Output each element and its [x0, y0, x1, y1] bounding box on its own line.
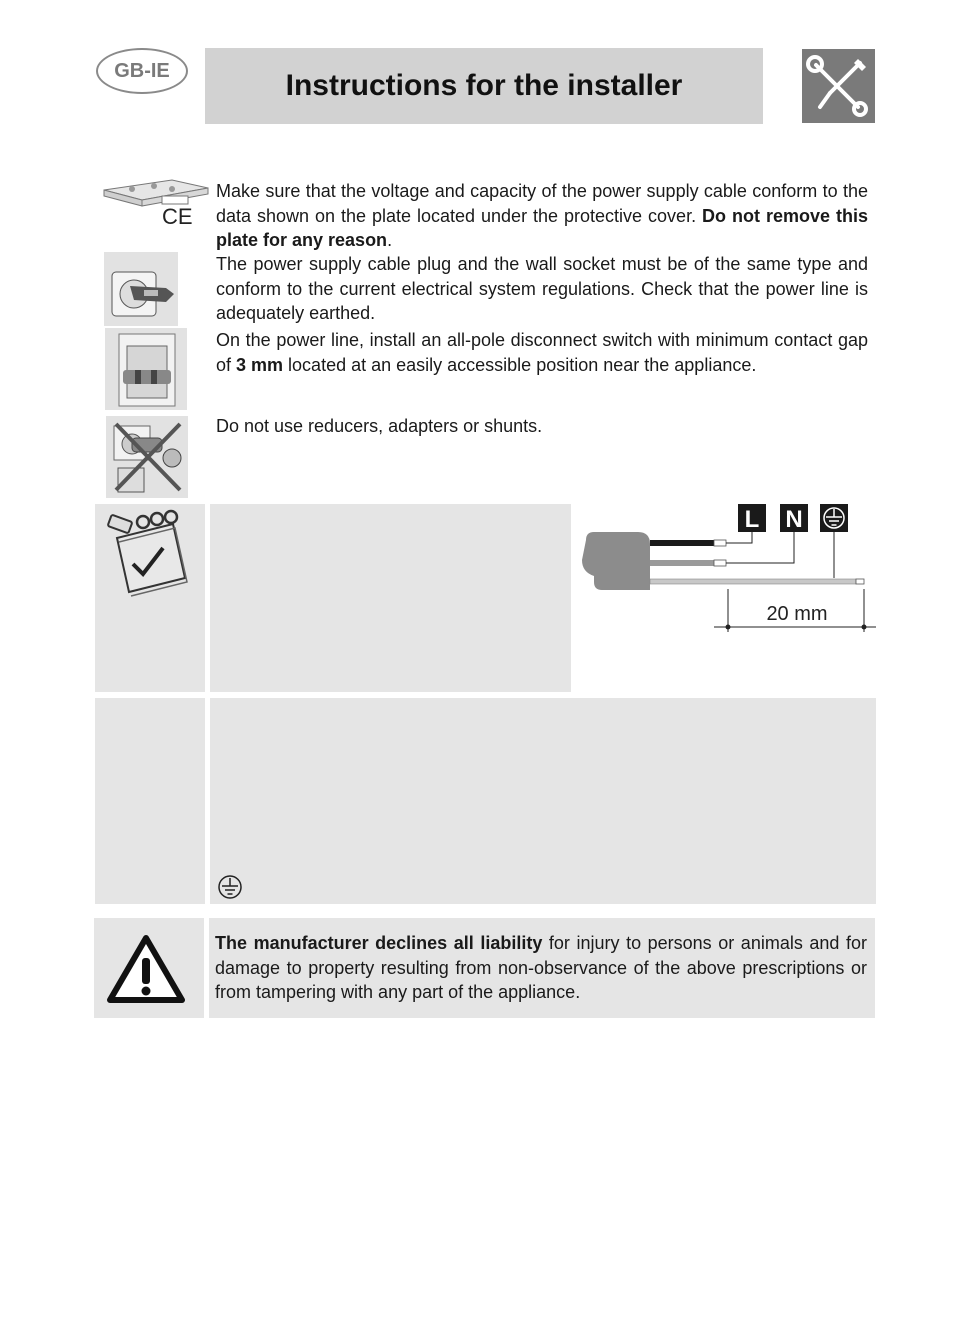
- page-title: Instructions for the installer: [285, 69, 683, 102]
- notes-icon-panel: [95, 504, 205, 692]
- disconnect-switch-icon: [105, 328, 187, 410]
- plug-socket-icon: [104, 252, 178, 326]
- liability-text: for injury to persons or animals and for damage to property resulting from non-observance of the above prescriptions or from tampering with any part of the appliance.: [215, 933, 867, 1003]
- warning-triangle-icon: [106, 934, 186, 1006]
- rating-plate-ce-icon: [102, 176, 210, 232]
- cable-wiring-diagram: [578, 500, 878, 640]
- switch-instruction: [216, 328, 868, 377]
- voltage-instruction: [216, 179, 868, 253]
- cable-text-panel: [210, 504, 571, 692]
- voltage-text: Make sure that the voltage and capacity of the power supply cable conform to the data shown on the plate located under the protective cover.: [216, 181, 868, 226]
- liability-warning: [215, 931, 867, 1005]
- strip-length-label: 20 mm: [766, 603, 828, 625]
- title-bar: [205, 48, 763, 124]
- neutral-label: N: [785, 506, 803, 533]
- region-badge: GB-IE: [96, 48, 188, 94]
- earth-icon-panel: [95, 698, 205, 904]
- warning-icon-panel: [94, 918, 204, 1018]
- svg-text:CE: CE: [162, 204, 193, 229]
- gap-value: 3 mm: [236, 354, 284, 375]
- switch-text-pre: On the power line, install an all-pole disconnect switch with minimum contact gap of: [216, 330, 868, 375]
- wrench-screwdriver-icon: [802, 49, 875, 123]
- earth-text-panel: [210, 698, 876, 904]
- notepad-check-icon: [103, 508, 193, 598]
- earth-terminal-icon: [820, 504, 848, 532]
- plug-instruction: The power supply cable plug and the wall socket must be of the same type and conform to the current electrical system regulations. Check that the power line is adequately earthed.: [216, 254, 868, 324]
- live-label: L: [744, 506, 760, 533]
- voltage-end: .: [387, 230, 393, 251]
- liability-bold: The manufacturer declines all liability: [215, 933, 543, 953]
- no-adapter-icon: [106, 416, 188, 498]
- adapter-instruction: Do not use reducers, adapters or shunts.: [216, 416, 543, 436]
- earth-icon: [217, 874, 243, 900]
- switch-text-post: located at an easily accessible position near the appliance.: [283, 354, 757, 375]
- voltage-warning: Do not remove this plate for any reason: [216, 205, 868, 251]
